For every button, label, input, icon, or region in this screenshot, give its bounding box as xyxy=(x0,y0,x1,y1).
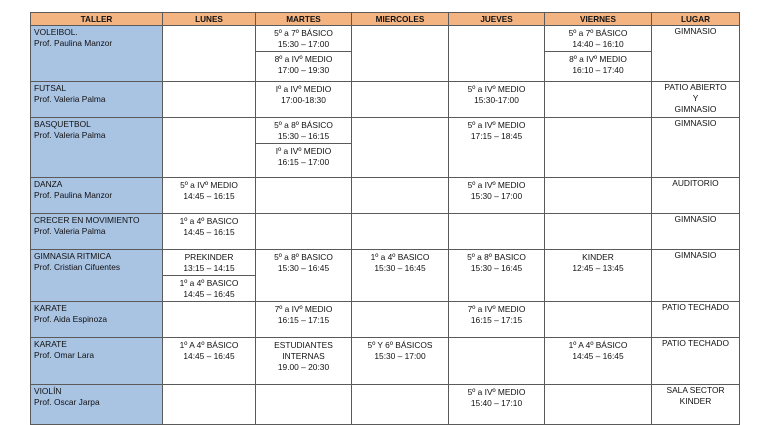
professor-name: Prof. Oscar Jarpa xyxy=(34,397,100,407)
column-header-lunes: LUNES xyxy=(163,13,256,26)
miercoles-cell xyxy=(352,250,449,302)
schedule-slot xyxy=(545,52,651,77)
miercoles-cell xyxy=(352,82,449,118)
lunes-cell xyxy=(163,385,256,425)
slot-text: 14:45 – 16:45 xyxy=(183,289,235,299)
slot-text: 14:40 – 16:10 xyxy=(572,39,624,49)
lugar-text: AUDITORIO xyxy=(672,178,719,188)
slot-text: Iº a IVº MEDIO xyxy=(275,146,332,156)
table-row xyxy=(31,338,740,385)
jueves-cell xyxy=(449,26,545,82)
martes-cell xyxy=(256,82,352,118)
martes-cell xyxy=(256,338,352,385)
table-row xyxy=(31,214,740,250)
lugar-text: PATIO TECHADO xyxy=(661,338,729,348)
taller-name: DANZA xyxy=(34,179,63,189)
slot-text: 16:15 – 17:15 xyxy=(470,315,523,325)
slot-text: 12:45 – 13:45 xyxy=(572,263,624,273)
schedule-slot xyxy=(545,338,651,363)
slot-text: KINDER xyxy=(582,252,614,262)
slot-text: 16:15 – 17:00 xyxy=(277,157,330,167)
schedule-slot xyxy=(352,250,448,275)
schedule-slot xyxy=(449,82,544,107)
schedule-slot xyxy=(256,144,351,169)
slot-text: 1º a 4º BASICO xyxy=(179,278,239,288)
jueves-cell xyxy=(449,178,545,214)
miercoles-cell xyxy=(352,302,449,338)
lugar-text: Y xyxy=(692,93,699,103)
schedule-slot xyxy=(163,214,255,239)
table-row xyxy=(31,118,740,178)
slot-text: 15:30 – 16:45 xyxy=(470,263,523,273)
lunes-cell xyxy=(163,82,256,118)
slot-text: 16:10 – 17:40 xyxy=(572,65,624,75)
column-header-martes: MARTES xyxy=(256,13,352,26)
martes-cell xyxy=(256,118,352,178)
professor-name: Prof. Paulina Manzor xyxy=(34,190,113,200)
lugar-text: GIMNASIO xyxy=(674,118,717,128)
schedule-table xyxy=(30,12,740,425)
slot-text: 17:00 – 19:30 xyxy=(277,65,330,75)
table-row xyxy=(31,385,740,425)
lugar-text: GIMNASIO xyxy=(674,214,717,224)
jueves-cell xyxy=(449,82,545,118)
lugar-text: GIMNASIO xyxy=(674,250,717,260)
column-header-miercoles: MIERCOLES xyxy=(352,13,449,26)
slot-text: 5º Y 6º BÁSICOS xyxy=(367,340,433,350)
miercoles-cell xyxy=(352,26,449,82)
miercoles-cell xyxy=(352,118,449,178)
lunes-cell xyxy=(163,250,256,302)
lugar-cell xyxy=(652,302,740,338)
schedule-slot xyxy=(256,250,351,275)
martes-cell xyxy=(256,385,352,425)
jueves-cell xyxy=(449,302,545,338)
slot-text: 17:00-18:30 xyxy=(281,95,326,105)
taller-cell xyxy=(31,250,163,302)
schedule-slot xyxy=(256,338,351,374)
schedule-slot xyxy=(256,302,351,327)
professor-name: Prof. Valeria Palma xyxy=(34,94,106,104)
lugar-cell xyxy=(652,250,740,302)
taller-name: VOLEIBOL. xyxy=(34,27,78,37)
slot-text: 8º a IVº MEDIO xyxy=(274,54,333,64)
taller-name: KARATE xyxy=(34,339,67,349)
viernes-cell xyxy=(545,26,652,82)
lunes-cell xyxy=(163,178,256,214)
table-row xyxy=(31,82,740,118)
slot-text: 5º a IVº MEDIO xyxy=(467,387,526,397)
slot-text: 15:30 – 16:15 xyxy=(277,131,330,141)
taller-cell xyxy=(31,385,163,425)
column-header-taller: TALLER xyxy=(31,13,163,26)
jueves-cell xyxy=(449,118,545,178)
miercoles-cell xyxy=(352,214,449,250)
table-row xyxy=(31,250,740,302)
taller-cell xyxy=(31,118,163,178)
slot-text: 15:40 – 17:10 xyxy=(470,398,523,408)
lugar-cell xyxy=(652,385,740,425)
lunes-cell xyxy=(163,26,256,82)
slot-text: 7º a IVº MEDIO xyxy=(467,304,526,314)
schedule-slot xyxy=(163,276,255,301)
lugar-text: KINDER xyxy=(679,396,712,406)
column-header-viernes: VIERNES xyxy=(545,13,652,26)
slot-text: 15:30-17:00 xyxy=(474,95,519,105)
schedule-slot xyxy=(163,178,255,203)
lugar-text: PATIO TECHADO xyxy=(661,302,729,312)
professor-name: Prof. Omar Lara xyxy=(34,350,95,360)
slot-text: 7º a IVº MEDIO xyxy=(274,304,333,314)
column-header-lugar: LUGAR xyxy=(652,13,740,26)
slot-text: 5º a IVº MEDIO xyxy=(180,180,238,190)
lunes-cell xyxy=(163,338,256,385)
viernes-cell xyxy=(545,178,652,214)
lugar-text: PATIO ABIERTO xyxy=(664,82,727,92)
schedule-slot xyxy=(545,250,651,275)
viernes-cell xyxy=(545,338,652,385)
schedule-slot xyxy=(256,52,351,77)
taller-name: BASQUETBOL xyxy=(34,119,91,129)
slot-text: 15:30 – 16:45 xyxy=(374,263,426,273)
viernes-cell xyxy=(545,214,652,250)
lugar-cell xyxy=(652,26,740,82)
miercoles-cell xyxy=(352,178,449,214)
professor-name: Prof. Valeria Palma xyxy=(34,130,106,140)
professor-name: Prof. Cristian Cifuentes xyxy=(34,262,121,272)
lunes-cell xyxy=(163,118,256,178)
taller-name: CRECER EN MOVIMIENTO xyxy=(34,215,140,225)
lugar-cell xyxy=(652,214,740,250)
lugar-cell xyxy=(652,338,740,385)
slot-text: Iº a IVº MEDIO xyxy=(275,84,332,94)
taller-cell xyxy=(31,338,163,385)
slot-text: 13:15 – 14:15 xyxy=(183,263,235,273)
table-row xyxy=(31,26,740,82)
slot-text: 14:45 – 16:45 xyxy=(572,351,624,361)
slot-text: 5º a IVº MEDIO xyxy=(467,84,526,94)
schedule-slot xyxy=(545,26,651,52)
slot-text: 15:30 – 16:45 xyxy=(277,263,330,273)
table-row xyxy=(31,178,740,214)
miercoles-cell xyxy=(352,385,449,425)
schedule-slot xyxy=(256,118,351,144)
lugar-text: SALA SECTOR xyxy=(666,385,725,395)
schedule-slot xyxy=(449,250,544,275)
schedule-slot xyxy=(256,82,351,107)
taller-name: GIMNASIA RITMICA xyxy=(34,251,112,261)
slot-text: 16:15 – 17:15 xyxy=(277,315,330,325)
lunes-cell xyxy=(163,302,256,338)
miercoles-cell xyxy=(352,338,449,385)
slot-text: 19.00 – 20:30 xyxy=(277,362,330,372)
viernes-cell xyxy=(545,118,652,178)
lugar-text: GIMNASIO xyxy=(674,104,717,114)
slot-text: 5º a 8º BÁSICO xyxy=(274,120,333,130)
martes-cell xyxy=(256,178,352,214)
slot-text: 1º a 4º BASICO xyxy=(179,216,239,226)
slot-text: ESTUDIANTES xyxy=(274,340,333,350)
column-header-jueves: JUEVES xyxy=(449,13,545,26)
viernes-cell xyxy=(545,385,652,425)
martes-cell xyxy=(256,214,352,250)
slot-text: 14:45 – 16:15 xyxy=(183,191,235,201)
slot-text: 1º a 4º BASICO xyxy=(370,252,430,262)
lunes-cell xyxy=(163,214,256,250)
jueves-cell xyxy=(449,250,545,302)
slot-text: 14:45 – 16:15 xyxy=(183,227,235,237)
taller-name: FUTSAL xyxy=(34,83,67,93)
slot-text: 15:30 – 17:00 xyxy=(374,351,426,361)
header-row xyxy=(31,13,740,26)
taller-name: VIOLÍN xyxy=(34,386,62,396)
viernes-cell xyxy=(545,302,652,338)
viernes-cell xyxy=(545,250,652,302)
slot-text: 5º a IVº MEDIO xyxy=(467,120,526,130)
professor-name: Prof. Valeria Palma xyxy=(34,226,106,236)
schedule-slot xyxy=(449,302,544,327)
slot-text: 15:30 – 17:00 xyxy=(470,191,523,201)
slot-text: 5º a 8º BASICO xyxy=(274,252,333,262)
martes-cell xyxy=(256,250,352,302)
schedule-slot xyxy=(163,338,255,363)
professor-name: Prof. Paulina Manzor xyxy=(34,38,113,48)
taller-cell xyxy=(31,178,163,214)
slot-text: 1º A 4º BÁSICO xyxy=(179,340,239,350)
taller-name: KARATE xyxy=(34,303,67,313)
slot-text: 15:30 – 17:00 xyxy=(277,39,330,49)
schedule-slot xyxy=(256,26,351,52)
lugar-cell xyxy=(652,82,740,118)
schedule-slot xyxy=(449,178,544,203)
slot-text: 17:15 – 18:45 xyxy=(470,131,523,141)
schedule-slot xyxy=(449,385,544,410)
taller-cell xyxy=(31,302,163,338)
slot-text: 8º a IVº MEDIO xyxy=(569,54,627,64)
slot-text: 5º a 7º BÁSICO xyxy=(274,28,333,38)
schedule-slot xyxy=(352,338,448,363)
slot-text: 1º A 4º BÁSICO xyxy=(568,340,628,350)
schedule-slot xyxy=(163,250,255,276)
professor-name: Prof. Aida Espinoza xyxy=(34,314,108,324)
slot-text: 5º a 7º BÁSICO xyxy=(568,28,628,38)
slot-text: INTERNAS xyxy=(282,351,325,361)
table-row xyxy=(31,302,740,338)
viernes-cell xyxy=(545,82,652,118)
slot-text: 5º a 8º BASICO xyxy=(467,252,526,262)
schedule-body xyxy=(31,26,740,425)
jueves-cell xyxy=(449,214,545,250)
schedule-slot xyxy=(449,118,544,143)
martes-cell xyxy=(256,26,352,82)
jueves-cell xyxy=(449,338,545,385)
taller-cell xyxy=(31,82,163,118)
slot-text: 14:45 – 16:45 xyxy=(183,351,235,361)
taller-cell xyxy=(31,26,163,82)
taller-cell xyxy=(31,214,163,250)
martes-cell xyxy=(256,302,352,338)
lugar-text: GIMNASIO xyxy=(674,26,717,36)
jueves-cell xyxy=(449,385,545,425)
slot-text: 5º a IVº MEDIO xyxy=(467,180,526,190)
lugar-cell xyxy=(652,118,740,178)
slot-text: PREKINDER xyxy=(184,252,234,262)
lugar-cell xyxy=(652,178,740,214)
